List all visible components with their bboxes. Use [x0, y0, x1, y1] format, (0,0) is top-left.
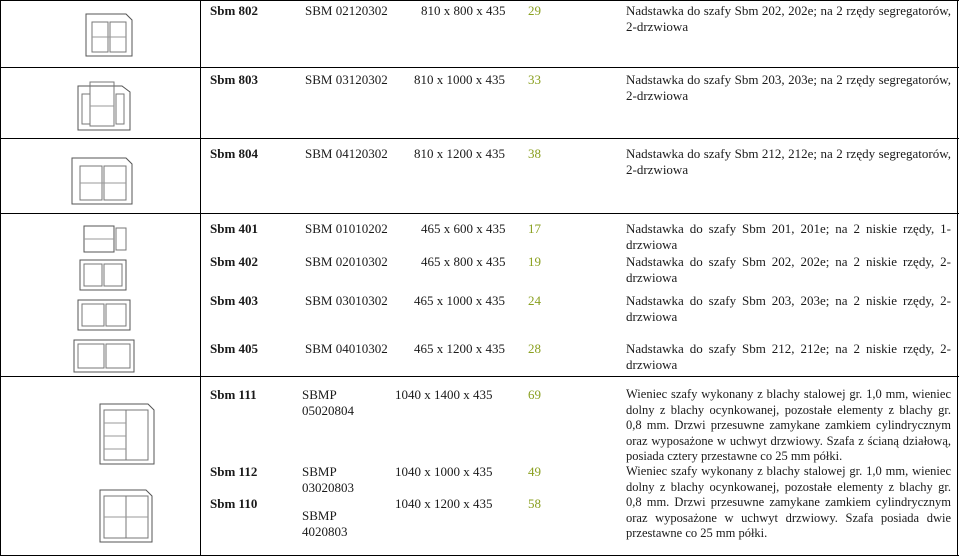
product-description: Nadstawka do szafy Sbm 203, 203e; na 2 rzędy segregatorów, 2-drzwiowa [626, 72, 951, 103]
product-dimensions: 465 x 600 x 435 [421, 221, 506, 236]
product-code: Sbm 804 [210, 146, 259, 161]
product-number: 28 [528, 341, 541, 356]
product-code: Sbm 110 [210, 496, 258, 511]
product-dimensions: 810 x 1000 x 435 [414, 72, 505, 87]
cabinet-thumbnail [94, 484, 156, 546]
product-description: Wieniec szafy wykonany z blachy stalowej gr. 1,0 mm, wieniec dolny z blachy ocynkowanej, pozostałe elementy z blachy gr. 0,8 mm. Drzwi przesuwne zamykane zamkiem cylindrycznym oraz wyposażone w uchwyt drzwiowy. Szafa posiada dwie przestawne co 25 mm półki. [626, 464, 951, 540]
cabinet-thumbnail [74, 296, 134, 334]
product-number: 49 [528, 464, 541, 479]
cabinet-thumbnail [78, 10, 136, 60]
product-ref: SBM 02120302 [305, 3, 388, 18]
product-dimensions: 810 x 800 x 435 [421, 3, 506, 18]
product-code: Sbm 111 [210, 387, 257, 402]
product-code: Sbm 401 [210, 221, 259, 236]
column-divider [200, 0, 201, 556]
product-number: 17 [528, 221, 541, 236]
product-description: Nadstawka do szafy Sbm 201, 201e; na 2 niskie rzędy, 1-drzwiowa [626, 221, 951, 252]
cabinet-thumbnail [70, 336, 138, 376]
product-ref: SBM 01010202 [305, 221, 388, 236]
product-description: Nadstawka do szafy Sbm 212, 212e; na 2 niskie rzędy, 2-drzwiowa [626, 341, 951, 372]
product-dimensions: 465 x 1200 x 435 [414, 341, 505, 356]
product-code: Sbm 803 [210, 72, 259, 87]
product-number: 29 [528, 3, 541, 18]
product-dimensions: 1040 x 1200 x 435 [395, 496, 493, 511]
cabinet-thumbnail [80, 222, 130, 256]
cabinet-thumbnail [70, 78, 138, 134]
product-code: Sbm 802 [210, 3, 259, 18]
row-divider [0, 0, 959, 1]
product-number: 33 [528, 72, 541, 87]
product-description: Nadstawka do szafy Sbm 202, 202e; na 2 niskie rzędy, 2-drzwiowa [626, 254, 951, 285]
product-description: Wieniec szafy wykonany z blachy stalowej gr. 1,0 mm, wieniec dolny z blachy ocynkowanej, pozostałe elementy z blachy gr. 0,8 mm. Drzwi przesuwne zamykane zamkiem cylindrycznym oraz wyposażone w uchwyt drzwiowy. Szafa z ścianą działową, posiada cztery przestawne co 25 mm półki. [626, 387, 951, 463]
product-description: Nadstawka do szafy Sbm 212, 212e; na 2 rzędy segregatorów, 2-drzwiowa [626, 146, 951, 177]
product-ref: SBM 02010302 [305, 254, 388, 269]
product-number: 38 [528, 146, 541, 161]
product-number: 58 [528, 496, 541, 511]
product-code: Sbm 112 [210, 464, 258, 479]
product-ref: SBM 03120302 [305, 72, 388, 87]
cabinet-thumbnail [94, 398, 158, 468]
product-dimensions: 465 x 1000 x 435 [414, 293, 505, 308]
product-dimensions: 1040 x 1400 x 435 [395, 387, 493, 402]
product-number: 19 [528, 254, 541, 269]
product-ref: SBM 04010302 [305, 341, 388, 356]
row-divider [0, 213, 959, 214]
product-ref: SBMP 03020803 [302, 464, 354, 495]
product-dimensions: 810 x 1200 x 435 [414, 146, 505, 161]
product-ref: SBM 03010302 [305, 293, 388, 308]
product-dimensions: 1040 x 1000 x 435 [395, 464, 493, 479]
product-number: 69 [528, 387, 541, 402]
product-description: Nadstawka do szafy Sbm 202, 202e; na 2 rzędy segregatorów, 2-drzwiowa [626, 3, 951, 34]
cabinet-thumbnail [66, 150, 138, 208]
product-code: Sbm 403 [210, 293, 259, 308]
row-divider [0, 138, 959, 139]
product-code: Sbm 405 [210, 341, 259, 356]
row-divider [0, 376, 959, 377]
product-description: Nadstawka do szafy Sbm 203, 203e; na 2 niskie rzędy, 2-drzwiowa [626, 293, 951, 324]
product-number: 24 [528, 293, 541, 308]
row-divider [0, 67, 959, 68]
product-ref: SBM 04120302 [305, 146, 388, 161]
cabinet-thumbnail [76, 256, 132, 294]
product-ref: SBMP 4020803 [302, 508, 348, 539]
product-dimensions: 465 x 800 x 435 [421, 254, 506, 269]
product-code: Sbm 402 [210, 254, 259, 269]
product-ref: SBMP 05020804 [302, 387, 354, 418]
